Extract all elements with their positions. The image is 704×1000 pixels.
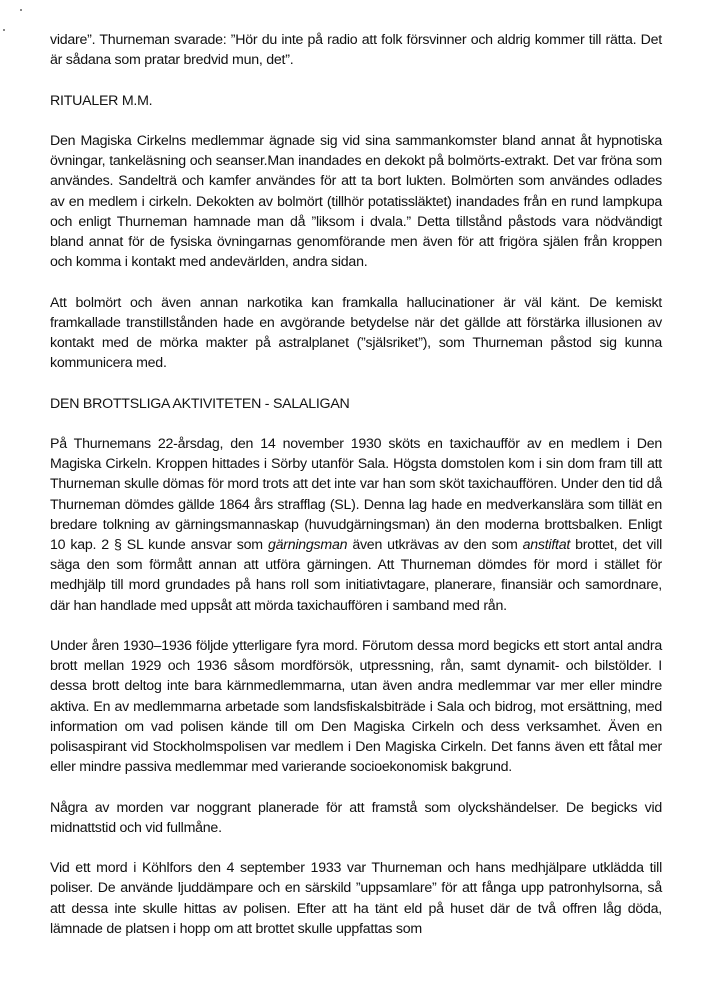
text-segment: På Thurnemans 22-årsdag, den 14 november 1930 sköts en taxichaufför av en medlem i Den Magiska Cirkeln. Kroppen hittades i Sörby utanför Sala. Högsta domstolen kom i sin dom fram till att Thurneman skulle dömas för mord trots att det inte var han som sköt taxichauffören. Under den tid då Thurneman dömdes gällde 1864 års strafflag (SL). Denna lag hade en medverkanslära som tillät en bredare tolkning av gärningsmannaskap (huvudgärningsman) än den moderna brottsbalken. Enligt 10 kap. 2 § SL kunde ansvar som	[50, 435, 662, 553]
paragraph-first-murder	[50, 434, 662, 616]
paragraph-hallucinations: Att bolmört och även annan narkotika kan framkalla hallucinationer är väl känt. De kemiskt framkallade transtillstånden hade en avgörande betydelse när det gällde att förstärka illusionen av kontakt med de mörka makter på astralplanet (”själsriket”), som Thurneman påstod sig kunna kommunicera med.	[50, 294, 662, 372]
paragraph-kohlfors-murder: Vid ett mord i Köhlfors den 4 september 1933 var Thurneman och hans medhjälpare utklädda till poliser. De använde ljuddämpare och en särskild ”uppsamlare” för att fånga upp patronhylsorna, så att dessa inte skulle hittas av polisen. Efter att ha tänt eld på huset där de två offren låg döda, lämnade de platsen i hopp om att brottet skulle uppfattas som	[50, 860, 662, 937]
paragraph-further-crimes: Under åren 1930–1936 följde ytterligare fyra mord. Förutom dessa mord begicks ett stort antal andra brott mellan 1929 och 1936 såsom mordförsök, utpressning, rån, samt dynamit- och bilstölder. I dessa brott deltog inte bara kärnmedlemmarna, utan även andra medlemmar var mer eller mindre aktiva. En av medlemmarna arbetade som landsfiskalsbiträde i Sala och bidrog, mot ersättning, med information om vad polisen kände till om Den Magiska Cirkeln och dess verksamhet. Även en polisaspirant vid Stockholmspolisen var medlem i Den Magiska Cirkeln. Det fanns även ett fåtal mer eller mindre passiva medlemmar med varierande socioekonomisk bakgrund.	[50, 638, 662, 776]
italic-term-anstiftat: anstiftat	[522, 537, 571, 553]
italic-term-garningsman: gärningsman	[267, 537, 348, 553]
text-segment: även utkrävas av den som	[347, 537, 523, 553]
paragraph-rituals: Den Magiska Cirkelns medlemmar ägnade sig vid sina sammankomster bland annat åt hypnotiska övningar, tankeläsning och seanser.Man inandades en dekokt på bolmörts-extrakt. Det var fröna som användes. Sandelträ och kamfer användes för att ta bort lukten. Bolmörten som användes odlades av en medlem i cirkeln. Dekokten av bolmört (tillhör potatissläktet) inandades från en rund lampkupa och enligt Thurneman hamnade man då ”liksom i dvala.” Detta tillstånd påstods vara nödvändigt bland annat för de fysiska övningarnas genomförande men även för att frigöra själen från kroppen och komma i kontakt med andevärlden, andra sidan.	[50, 132, 662, 271]
paragraph-quote-continuation: vidare”. Thurneman svarade: ”Hör du inte på radio att folk försvinner och aldrig kommer till rätta. Det är sådana som pratar bredvid mun, det”.	[50, 32, 662, 69]
section-heading-criminal-activity: DEN BROTTSLIGA AKTIVITETEN - SALALIGAN	[50, 395, 350, 412]
text-segment: brottet, det vill säga den som förmått annan att utföra gärningen. Att Thurneman dömdes för mord i stället för medhjälp till mord grundades på hans roll som initiativtagare, planerare, finansiär och samordnare, där han handlade med uppsåt att mörda taxichauffören i samband med rån.	[50, 537, 662, 614]
document-page	[50, 30, 662, 959]
paragraph-planned-murders: Några av morden var noggrant planerade för att framstå som olyckshändelser. De begicks vid midnattstid och vid fullmåne.	[50, 799, 662, 836]
scan-speck	[20, 9, 22, 11]
section-heading-ritualer: RITUALER M.M.	[50, 92, 153, 109]
scan-speck	[3, 29, 5, 31]
